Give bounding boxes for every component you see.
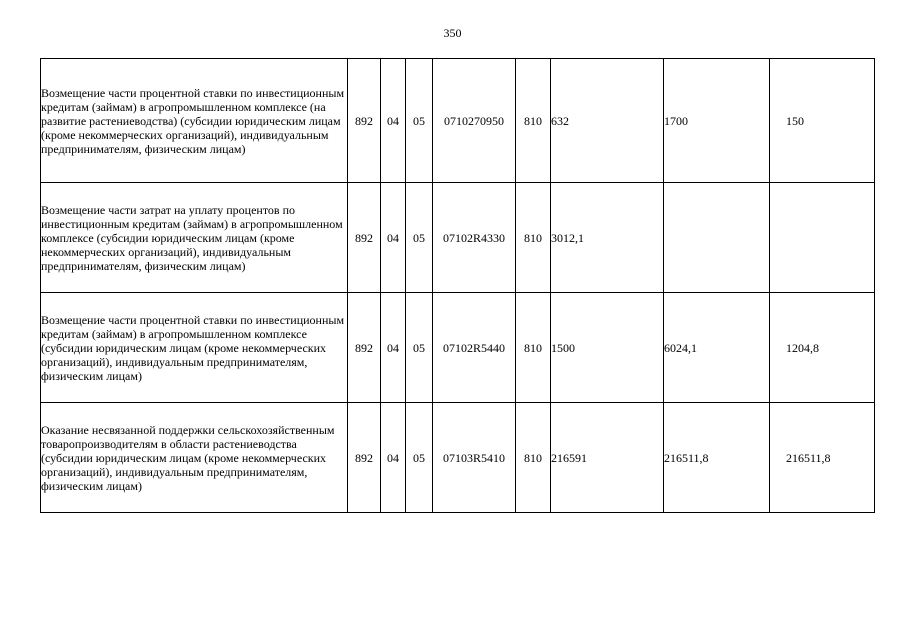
expense-type-code: 810: [516, 59, 551, 183]
ministry-code: 892: [348, 183, 381, 293]
expense-type-code: 810: [516, 293, 551, 403]
row-description: Возмещение части процентной ставки по инвестиционным кредитам (займам) в агропромышленном комплексе (на развитие растениеводства) (субсидии юридическим лицам (кроме некоммерческих организаций), индивидуальным предпринимателям, физическим лицам): [41, 59, 348, 183]
section-code: 04: [381, 293, 406, 403]
section-code: 04: [381, 403, 406, 513]
page-number: 350: [443, 26, 462, 40]
section-code: 04: [381, 183, 406, 293]
row-description: Возмещение части затрат на уплату процентов по инвестиционным кредитам (займам) в агропромышленном комплексе (субсидии юридическим лицам (кроме некоммерческих организаций), индивидуальным предпринимателям, физическим лицам): [41, 183, 348, 293]
subsection-code: 05: [406, 293, 433, 403]
amount-3: 1204,8: [770, 293, 875, 403]
subsection-code: 05: [406, 403, 433, 513]
table-row: [41, 183, 875, 293]
amount-2: 1700: [664, 59, 770, 183]
table-row: [41, 59, 875, 183]
ministry-code: 892: [348, 403, 381, 513]
ministry-code: 892: [348, 59, 381, 183]
subsection-code: 05: [406, 59, 433, 183]
budget-table: [40, 58, 875, 513]
amount-3: 216511,8: [770, 403, 875, 513]
amount-2: 216511,8: [664, 403, 770, 513]
amount-1: 3012,1: [551, 183, 664, 293]
amount-1: 1500: [551, 293, 664, 403]
table-row: [41, 293, 875, 403]
expense-type-code: 810: [516, 403, 551, 513]
amount-2: 6024,1: [664, 293, 770, 403]
expense-type-code: 810: [516, 183, 551, 293]
row-description: Оказание несвязанной поддержки сельскохозяйственным товаропроизводителям в области растениеводства (субсидии юридическим лицам (кроме некоммерческих организаций), индивидуальным предпринимателям, физическим лицам): [41, 403, 348, 513]
amount-1: 216591: [551, 403, 664, 513]
amount-3: [770, 183, 875, 293]
amount-2: [664, 183, 770, 293]
table-row: [41, 403, 875, 513]
amount-3: 150: [770, 59, 875, 183]
target-article-code: 07102R4330: [433, 183, 516, 293]
amount-1: 632: [551, 59, 664, 183]
target-article-code: 07103R5410: [433, 403, 516, 513]
subsection-code: 05: [406, 183, 433, 293]
section-code: 04: [381, 59, 406, 183]
ministry-code: 892: [348, 293, 381, 403]
row-description: Возмещение части процентной ставки по инвестиционным кредитам (займам) в агропромышленном комплексе (субсидии юридическим лицам (кроме некоммерческих организаций), индивидуальным предпринимателям, физическим лицам): [41, 293, 348, 403]
target-article-code: 07102R5440: [433, 293, 516, 403]
target-article-code: 0710270950: [433, 59, 516, 183]
